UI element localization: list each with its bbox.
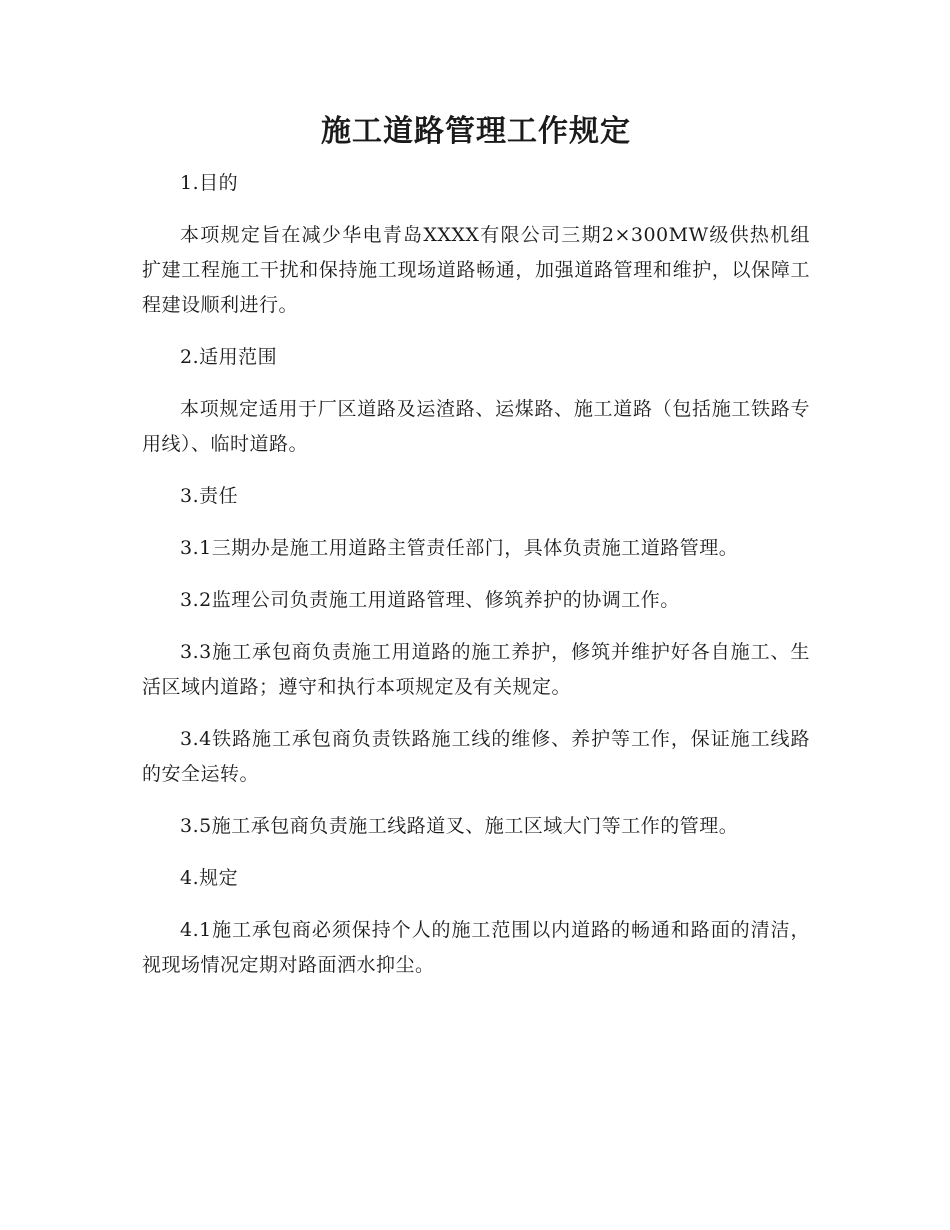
paragraph-3-3: 3.3施工承包商负责施工用道路的施工养护，修筑并维护好各自施工、生活区域内道路；遵守和执行本项规定及有关规定。 (142, 641, 810, 698)
paragraph-scope: 本项规定适用于厂区道路及运渣路、运煤路、施工道路（包括施工铁路专用线）、临时道路。 (142, 398, 810, 455)
document-title: 施工道路管理工作规定 (321, 114, 631, 149)
paragraph-3-1: 3.1三期办是施工用道路主管责任部门，具体负责施工道路管理。 (180, 537, 739, 559)
section-heading-purpose: 1.目的 (180, 172, 239, 194)
section-heading-scope: 2.适用范围 (180, 346, 278, 368)
paragraph-purpose: 本项规定旨在减少华电青岛XXXX有限公司三期2×300MW级供热机组扩建工程施工干扰和保持施工现场道路畅通，加强道路管理和维护，以保障工程建设顺利进行。 (142, 224, 810, 316)
section-heading-regulations: 4.规定 (180, 867, 239, 889)
paragraph-3-2: 3.2监理公司负责施工用道路管理、修筑养护的协调工作。 (180, 589, 680, 611)
section-heading-responsibility: 3.责任 (180, 485, 239, 507)
paragraph-3-5: 3.5施工承包商负责施工线路道叉、施工区域大门等工作的管理。 (180, 815, 739, 837)
paragraph-3-4: 3.4铁路施工承包商负责铁路施工线的维修、养护等工作，保证施工线路的安全运转。 (142, 728, 810, 785)
paragraph-4-1: 4.1施工承包商必须保持个人的施工范围以内道路的畅通和路面的清洁，视现场情况定期对路面洒水抑尘。 (142, 919, 810, 976)
